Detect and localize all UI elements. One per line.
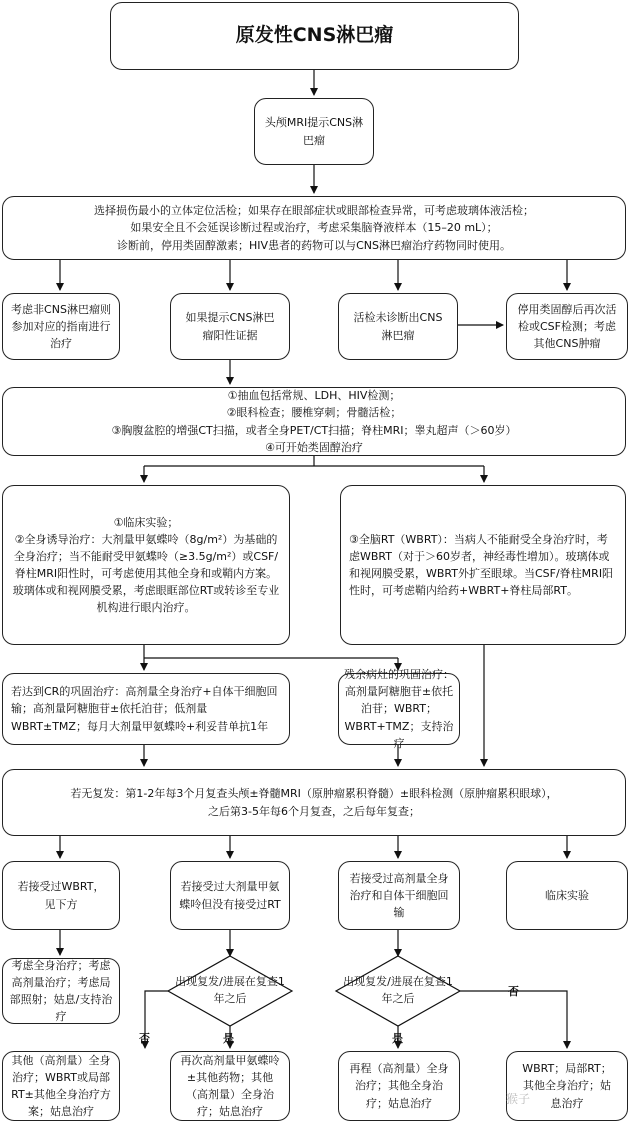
non-cns-text: 考虑非CNS淋巴瘤则参加对应的指南进行治疗: [11, 302, 111, 351]
residual-text: 残余病灶的巩固治疗：高剂量阿糖胞苷±依托泊苷；WBRT；WBRT+TMZ；支持治疗: [344, 668, 454, 750]
positive-text: 如果提示CNS淋巴瘤阳性证据: [185, 311, 275, 342]
stop-steroid-text: 停用类固醇后再次活检或CSF检测；考虑其他CNS肿瘤: [517, 302, 617, 351]
prior-hd-box: [338, 861, 460, 930]
followup-box: [2, 769, 626, 836]
induction-line-1: ①临床实验；: [113, 515, 179, 529]
wbrt-box: [340, 485, 626, 645]
wbrt-options-text: 考虑全身治疗；考虑高剂量治疗；考虑局部照射；姑息/支持治疗: [9, 958, 113, 1024]
bottom-box-3: [338, 1051, 460, 1121]
bottom-text-4: WBRT；局部RT；其他全身治疗；姑息治疗: [522, 1062, 612, 1110]
yes-label-1: 是: [223, 1032, 234, 1045]
prior-mtx-text: 若接受过大剂量甲氨蝶呤但没有接受过RT: [179, 880, 281, 911]
wbrt-text: ③全脑RT（WBRT）：当病人不能耐受全身治疗时，考虑WBRT（对于＞60岁者，神经毒性增加）。玻璃体或和视网膜受累，WBRT外扩至眼球。当CSF/脊柱MRI阳性时，可考虑鞘内给药+WBRT+脊柱局部RT。: [349, 532, 614, 598]
wbrt-options-box: [2, 958, 120, 1024]
biopsy-line-2: 如果安全且不会延误诊断过程或治疗，考虑采集脑脊液样本（15–20 mL）；: [130, 221, 498, 235]
decision-text-2: 出现复发/进展在复查1年之后: [343, 975, 453, 1006]
bottom-text-2: 再次高剂量甲氨蝶呤±其他药物；其他（高剂量）全身治疗；姑息治疗: [180, 1053, 280, 1119]
cr-consolidation-box: [2, 673, 290, 745]
workup-line-2: ②眼科检查；腰椎穿刺；骨髓活检；: [226, 406, 402, 420]
non-cns-box: [2, 293, 120, 360]
prior-mtx-box: [170, 861, 290, 930]
title-text: 原发性CNS淋巴瘤: [235, 24, 394, 47]
cr-consolidation-text: 若达到CR的巩固治疗：高剂量全身治疗+自体干细胞回输；高剂量阿糖胞苷±依托泊苷；低剂量WBRT±TMZ；每月大剂量甲氨蝶呤+利妥昔单抗1年: [11, 685, 278, 733]
no-label-2: 否: [508, 985, 519, 998]
biopsy-line-1: 选择损伤最小的立体定位活检；如果存在眼部症状或眼部检查异常，可考虑玻璃体液活检；: [94, 204, 534, 218]
page-title: [110, 2, 519, 70]
workup-line-3: ③胸腹盆腔的增强CT扫描，或者全身PET/CT扫描；脊柱MRI；睾丸超声（＞60岁）: [111, 423, 517, 437]
bottom-box-1: [2, 1051, 120, 1121]
not-diagnosed-text: 活检未诊断出CNS淋巴瘤: [353, 311, 443, 342]
clinical-trial-box: [506, 861, 628, 930]
bottom-text-1: 其他（高剂量）全身治疗；WBRT或局部RT±其他全身治疗方案；姑息治疗: [11, 1053, 111, 1119]
bottom-box-4: [506, 1051, 628, 1121]
biopsy-box: [2, 196, 626, 260]
followup-line-1: 若无复发：第1-2年每3个月复查头颅±脊髓MRI（原肿瘤累积脊髓）±眼科检测（原肿瘤累积眼球），: [70, 787, 558, 801]
workup-line-4: ④可开始类固醇治疗: [265, 440, 363, 454]
decision-text-1: 出现复发/进展在复查1年之后: [175, 975, 285, 1006]
stop-steroid-box: [506, 293, 628, 360]
positive-box: [170, 293, 290, 360]
followup-line-2: 之后第3-5年每6个月复查，之后每年复查；: [208, 804, 420, 818]
prior-wbrt-box: [2, 861, 120, 930]
induction-line-2: ②全身诱导治疗：大剂量甲氨蝶呤（8g/m²）为基础的全身治疗；当不能耐受甲氨蝶呤（≥3.5g/m²）或CSF/脊柱MRI阳性时，可考虑使用其他全身和或鞘内方案。玻璃体或和视网膜受累，考虑眼眶部位RT或转诊至专业机构进行眼内治疗。: [12, 532, 280, 615]
watermark: 猴子: [506, 1092, 531, 1106]
clinical-trial-text: 临床实验: [545, 888, 589, 902]
residual-box: [338, 668, 460, 750]
induction-box: [2, 485, 290, 645]
bottom-text-3: 再程（高剂量）全身治疗；其他全身治疗；姑息治疗: [349, 1062, 449, 1110]
workup-line-1: ①抽血包括常规、LDH、HIV检测；: [227, 389, 401, 403]
prior-wbrt-text: 若接受过WBRT，见下方: [17, 880, 105, 911]
biopsy-line-3: 诊断前，停用类固醇激素；HIV患者的药物可以与CNS淋巴瘤治疗药物同时使用。: [117, 238, 511, 252]
mri-text: 头颅MRI提示CNS淋巴瘤: [264, 116, 364, 147]
no-label-1: 否: [139, 1032, 150, 1045]
yes-label-2: 是: [392, 1032, 403, 1045]
not-diagnosed-box: [338, 293, 458, 360]
workup-box: [2, 387, 626, 456]
mri-box: [254, 98, 374, 165]
prior-hd-text: 若接受过高剂量全身治疗和自体干细胞回输: [349, 871, 449, 920]
bottom-box-2: [170, 1051, 290, 1121]
